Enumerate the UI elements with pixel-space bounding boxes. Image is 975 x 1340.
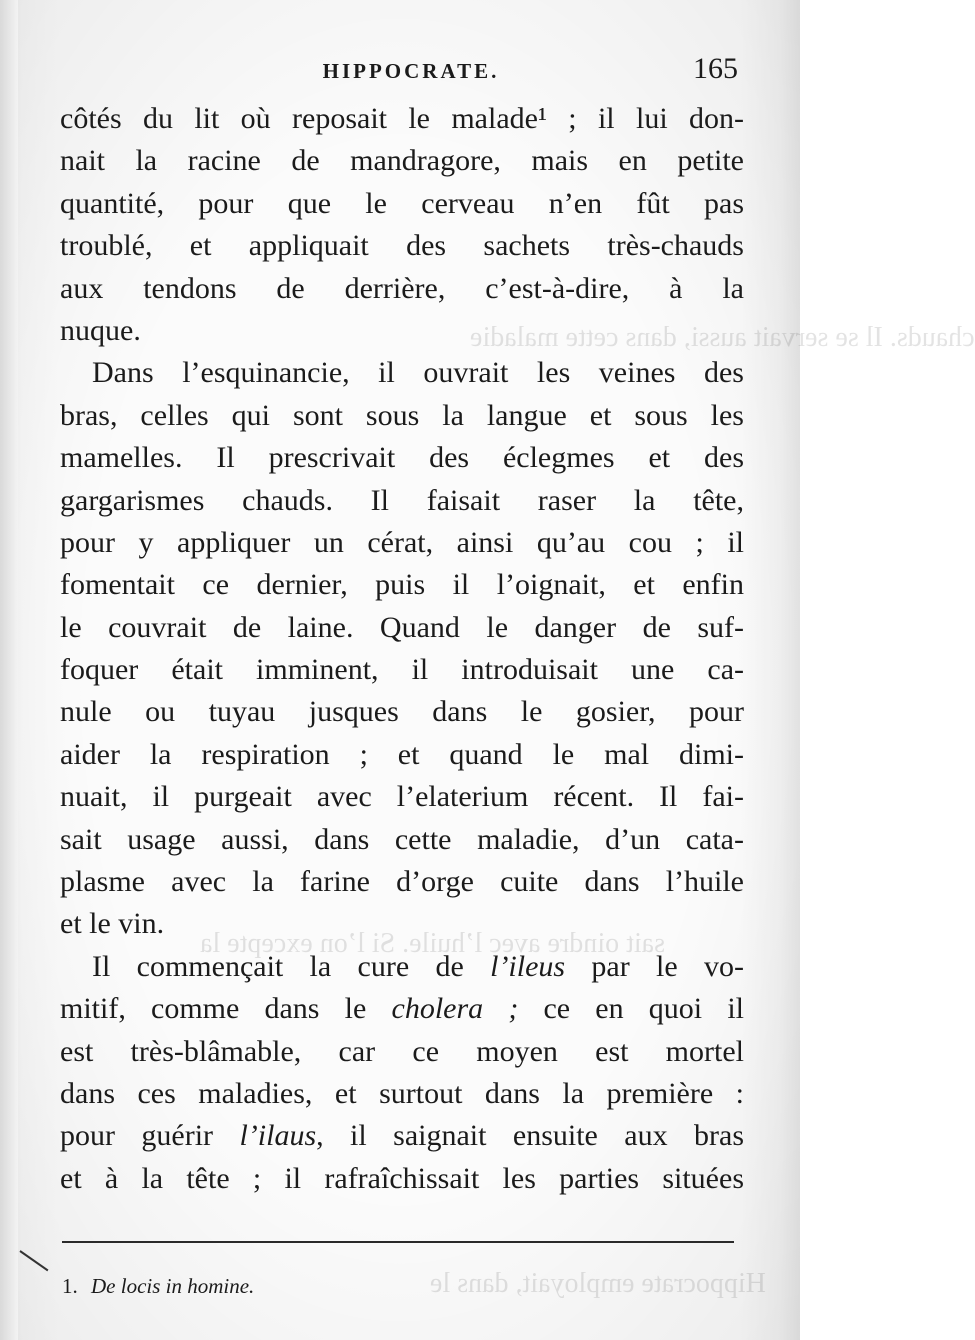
text-line: bras, celles qui sont sous la langue et sous les <box>60 398 744 432</box>
footnote-rule <box>62 1241 734 1243</box>
text-line: dans ces maladies, et surtout dans la première : <box>60 1076 744 1110</box>
text-line: sait usage aussi, dans cette maladie, d’un cata- <box>60 822 744 856</box>
bleed-through-text: Hippocrate employait, dans le <box>430 1268 766 1299</box>
text-run: pour guérir <box>60 1119 240 1153</box>
text-run: mitif, comme dans le <box>60 992 392 1026</box>
italic-term: l’ileus <box>490 949 566 983</box>
text-line <box>60 946 744 988</box>
text-line: pour y appliquer un cérat, ainsi qu’au cou ; il <box>60 525 744 559</box>
text-line: est très-blâmable, car ce moyen est mortel <box>60 1034 744 1068</box>
text-line: gargarismes chauds. Il faisait raser la tête, <box>60 483 744 517</box>
text-line: côtés du lit où reposait le malade¹ ; il lui don- <box>60 102 744 135</box>
text-line: quantité, pour que le cerveau n’en fût pas <box>60 186 744 220</box>
footnote-marker: 1. <box>62 1274 78 1298</box>
italic-term: cholera ; <box>391 992 519 1026</box>
text-line: plasme avec la farine d’orge cuite dans l’huile <box>60 865 744 899</box>
text-line: et le vin. <box>60 907 165 941</box>
running-title: HIPPOCRATE. <box>322 59 500 83</box>
footnote-text: De locis in homine. <box>91 1274 255 1298</box>
text-line: et à la tête ; il rafraîchissait les parties situées <box>60 1161 744 1195</box>
text-run: Il commençait la cure de <box>92 949 491 983</box>
text-line: troublé, et appliquait des sachets très-chauds <box>60 229 744 263</box>
text-line: Dans l’esquinancie, il ouvrait les veines des <box>92 356 744 390</box>
page-header <box>62 48 740 84</box>
page-number: 165 <box>693 52 738 85</box>
text-line: aider la respiration ; et quand le mal dimi- <box>60 737 744 771</box>
body-text <box>60 98 744 1200</box>
page-gutter-shadow <box>0 0 18 1340</box>
text-line: nule ou tuyau jusques dans le gosier, pour <box>60 695 744 729</box>
text-run: ce en quoi il <box>518 992 744 1026</box>
text-line <box>60 988 744 1030</box>
footnote <box>62 1274 254 1299</box>
text-line: le couvrait de laine. Quand le danger de suf- <box>60 610 744 644</box>
italic-term: l’ilaus <box>239 1119 317 1153</box>
bleed-through-text: sait oindre avec l’huile. Si l’on excepte la <box>200 928 665 959</box>
text-line: fomentait ce dernier, puis il l’oignait, et enfin <box>60 568 744 602</box>
text-run: , il saignait ensuite aux bras <box>316 1119 744 1153</box>
text-line <box>60 1115 744 1157</box>
text-line: mamelles. Il prescrivait des éclegmes et des <box>60 441 744 475</box>
text-line: aux tendons de derrière, c’est-à-dire, à la <box>60 271 744 305</box>
text-line: nait la racine de mandragore, mais en petite <box>60 144 744 178</box>
text-line: nuque. <box>60 313 141 347</box>
text-line: foquer était imminent, il introduisait une ca- <box>60 653 744 687</box>
text-line: nuait, il purgeait avec l’elaterium récent. Il fai- <box>60 780 744 814</box>
scan-mark <box>19 1250 48 1271</box>
text-run: par le vo- <box>565 949 745 983</box>
bleed-through-text: chauds. Il se servait aussi, dans cette maladie <box>470 322 975 353</box>
